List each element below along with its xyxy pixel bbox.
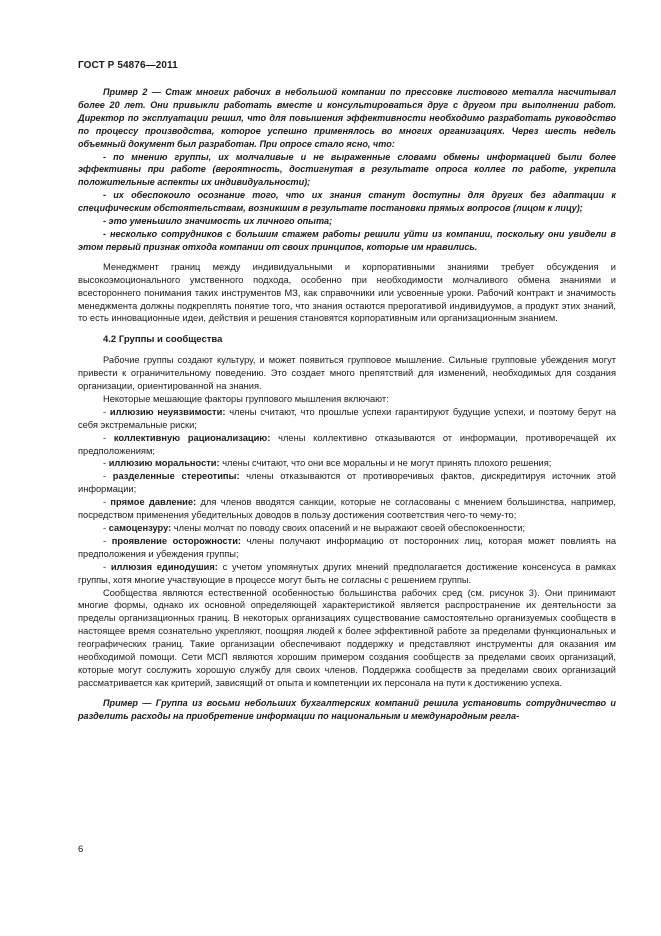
example-block-2 — [78, 697, 616, 723]
body-paragraph: Менеджмент границ между индивидуальными и корпоративными знаниями требует обсуждения и высокоэмоционального умственного подхода, особенно при необходимости молчаливого обмена знаниями и всестороннего понимания таких инструментов МЗ, как справочники или усвоенные уроки. Рабочий контракт и значимость менеджмента должны подкреплять понятие того, что знания остаются прерогативой индивидуумов, а продукт этих знаний, то есть инновационные идеи, действия и решения становятся корпоративным или организационным знанием. — [78, 261, 616, 324]
factor-item: - иллюзию моральности: члены считают, что они все моральны и не могут принять плохого решения; — [103, 458, 552, 469]
factor-item: - иллюзию неуязвимости: члены считают, что прошлые успехи гарантируют будущие успехи, и поэтому берут на себя экстремальные риски; — [78, 406, 617, 430]
factor-term: разделенные стереотипы: — [112, 471, 240, 482]
factor-term: проявление осторожности: — [111, 535, 242, 546]
factor-item: - самоцензуру: члены молчат по поводу своих опасений и не выражают своей обеспокоенности; — [103, 523, 525, 533]
factor-item: - иллюзия единодушия: с учетом упомянутых других мнений предполагается достижение консенсуса в рамках группы, хотя многие участвующие в процессе могут быть не согласны с решением группы. — [78, 561, 616, 585]
page-content — [78, 86, 616, 723]
example-intro: Пример 2 — Стаж многих рабочих в небольшой компании по прессовке листового металла насчитывал более 20 лет. Они привыкли работать вместе и консультироваться друг с другом при выполнении работ. Директор по эксплуатации решил, что для повышения эффективности необходимо разработать руководство по процессу производства, которое успешно применялось во многих организациях. Через шесть недель объемный документ был разработан. При опросе стало ясно, что: — [78, 87, 616, 149]
factor-term: иллюзия единодушия: — [110, 561, 218, 572]
factor-item: - коллективную рационализацию: члены коллективно отказываются от информации, противоречащей их предположениям; — [78, 432, 616, 456]
example-list-item: - по мнению группы, их молчаливые и не выраженные словами обмены информацией были более эффективны при работе (вероятность, достигнутая в результате опроса коллег по работе, укрепила положительные аспекты их индивидуальности); — [78, 151, 616, 188]
factor-item: - прямое давление: для членов вводятся санкции, которые не согласованы с мнением большинства, например, посредством применения убедительных доводов в пользу достижения соответствия чего-то чему-то; — [78, 497, 616, 521]
body-paragraph: Некоторые мешающие факторы группового мышления включают: — [103, 393, 389, 404]
example-block-1 — [78, 86, 616, 254]
body-paragraph: Сообщества являются естественной особенностью большинства рабочих сред (см. рисунок 3). Они принимают многие формы, однако их основной определяющей характеристикой является распространение их деятельности за пределы организационных границ. В некоторых организациях существование самостоятельно организуемых сообществ в настоящее время сознательно укрепляют, поощряя людей к более эффективной работе за пределами функциональных и географических границ. Такие организации обеспечивают поддержку и представляют инструменты для оказания им необходимой помощи. Сети МСП являются хорошим примером создания сообществ за пределами своих организаций, которые могут сослужить хорошую службу для своих членов. Поддержка сообществ за пределами своих организаций рассматривается как критерий, зависящий от опыта и компетенции их персонала на пути к достижению успеха. — [78, 587, 616, 688]
factor-term: прямое давление: — [110, 497, 197, 508]
factor-item: - разделенные стереотипы: члены отказываются от противоречивых фактов, дискредитируя источник этой информации; — [78, 471, 616, 495]
body-paragraph: Рабочие группы создают культуру, и может появиться групповое мышление. Сильные групповые убеждения могут привести к ограничительному поведению. Это создает много препятствий для изменений, необходимых для создания организации, ориентированной на знания. — [78, 355, 616, 392]
page-number: 6 — [78, 844, 84, 855]
factor-term: самоцензуру: — [108, 523, 172, 533]
example-list-item: - несколько сотрудников с большим стажем работы решили уйти из компании, поскольку они увидели в этом первый признак отхода компании от своих принципов, которые им нравились. — [78, 228, 616, 252]
factor-term: иллюзию моральности: — [108, 458, 220, 469]
example-text: Пример — Группа из восьми небольших бухгалтерских компаний решила установить сотрудничество и разделить расходы на приобретение информации по национальным и международным регла- — [78, 697, 616, 721]
example-list-item: - их обеспокоило осознание того, что их знания станут доступны для других без адаптации к специфическим обстоятельствам, возникшим в результате постановки прямых вопросов (лицом к лицу); — [78, 190, 616, 214]
factor-item: - проявление осторожности: члены получают информацию от посторонних лиц, которая может повлиять на предположения и убеждения группы; — [78, 535, 616, 559]
example-list-item: - это уменьшило значимость их личного опыта; — [103, 216, 333, 227]
document-header: ГОСТ Р 54876—2011 — [78, 60, 178, 71]
section-heading: 4.2 Группы и сообщества — [103, 334, 223, 346]
factor-term: иллюзию неуязвимости: — [109, 406, 226, 417]
factor-term: коллективную рационализацию: — [113, 432, 271, 443]
